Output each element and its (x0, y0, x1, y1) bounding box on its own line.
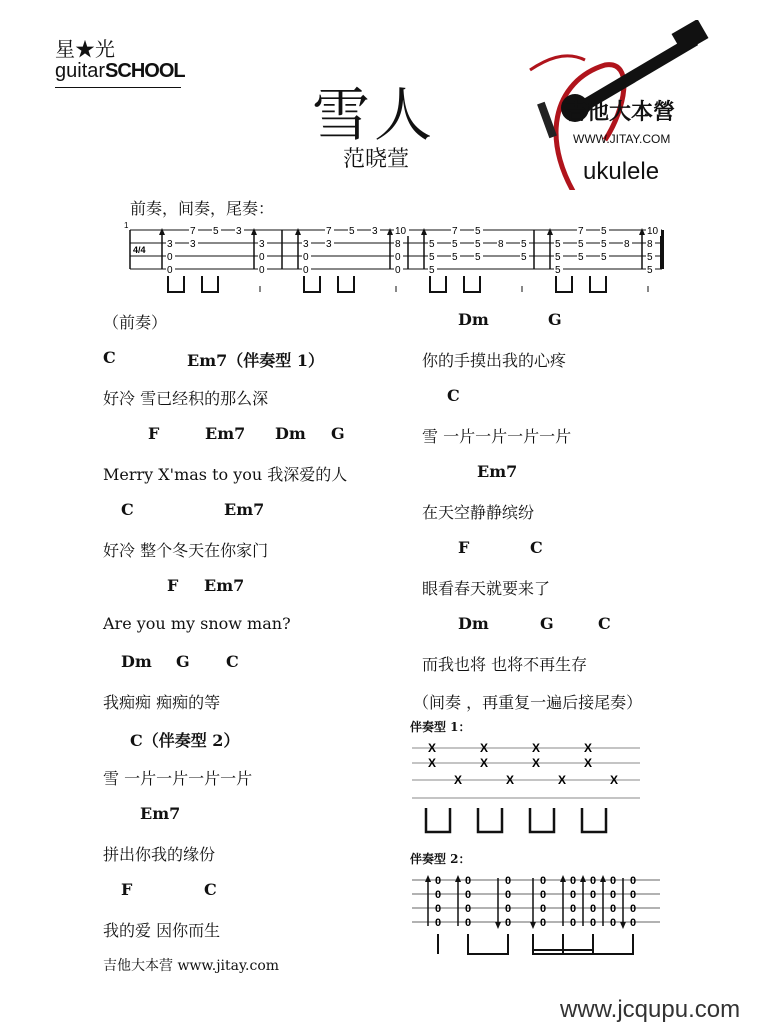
arrow-head (421, 228, 427, 235)
arrow-head (251, 228, 257, 235)
chord-label: F (121, 880, 133, 899)
rhythm-beam (478, 808, 502, 832)
brand-text: 吉他大本營 (565, 99, 676, 125)
chord-label: C (447, 386, 460, 405)
strum-note: 0 (435, 903, 442, 915)
rhythm-beam (533, 934, 633, 954)
tab-note: 10 (647, 226, 659, 237)
instrument-label: ukulele (583, 158, 660, 185)
brand-url: WWW.JITAY.COM (573, 132, 671, 146)
arrow-head (580, 875, 586, 882)
tab-note: 8 (647, 239, 653, 250)
arrow-head (600, 875, 606, 882)
tab-note: 3 (259, 239, 265, 250)
rhythm-beam (430, 276, 446, 292)
tab-note: 5 (213, 226, 219, 237)
tab-note: 7 (452, 226, 458, 237)
tab-note: 3 (167, 239, 173, 250)
rhythm-beam (468, 934, 508, 954)
chord-label: Dm (458, 614, 489, 633)
mute-mark: X (584, 756, 593, 770)
chord-label: Dm (121, 652, 152, 671)
arrow-head (455, 875, 461, 882)
tab-note: 5 (555, 239, 561, 250)
strum-note: 0 (435, 917, 442, 929)
lyric-line: 雪 一片一片一片一片 (103, 769, 253, 788)
chord-label: C (530, 538, 543, 557)
rhythm-beam (202, 276, 218, 292)
tab-note: 8 (624, 239, 630, 250)
strum-note: 0 (590, 917, 597, 929)
tab-note: 3 (372, 226, 378, 237)
chord-label: C (226, 652, 239, 671)
lyric-line: 在天空静静缤纷 (422, 503, 535, 522)
strum-note: 0 (570, 889, 577, 901)
chord-label: Dm (458, 310, 489, 329)
strum-note: 0 (610, 903, 617, 915)
tab-note: 3 (303, 239, 309, 250)
strum-note: 0 (610, 875, 617, 887)
tab-note: 5 (429, 239, 435, 250)
rhythm-beam (582, 808, 606, 832)
lyric-line: 我的爱 因你而生 (103, 921, 221, 940)
mute-mark: X (584, 741, 593, 755)
rhythm-beam (426, 808, 450, 832)
lyric-line: Are you my snow man? (103, 614, 291, 633)
strum-note: 0 (505, 903, 512, 915)
arrow-head (495, 922, 501, 929)
strum-note: 0 (570, 875, 577, 887)
tab-note: 0 (167, 252, 173, 263)
tab-note: 5 (578, 239, 584, 250)
logo-school: SCHOOL (105, 60, 185, 82)
mute-mark: X (610, 773, 619, 787)
tab-note: 5 (475, 226, 481, 237)
arrow-head (295, 228, 301, 235)
tab-note: 5 (601, 226, 607, 237)
rhythm-beam (464, 276, 480, 292)
tab-note: 0 (303, 252, 309, 263)
tab-note: 5 (601, 252, 607, 263)
tab-note: 5 (647, 252, 653, 263)
time-signature: 4/4 (133, 245, 146, 255)
strum-note: 0 (505, 889, 512, 901)
chord-label: Em7（伴奏型 1） (187, 351, 324, 370)
tab-note: 8 (498, 239, 504, 250)
strum-note: 0 (590, 889, 597, 901)
chord-label: F (167, 576, 179, 595)
lyric-line: 我痴痴 痴痴的等 (103, 693, 221, 712)
tab-note: 0 (395, 265, 401, 276)
mute-mark: X (558, 773, 567, 787)
lyric-line: 而我也将 也将不再生存 (422, 655, 588, 674)
strum-note: 0 (630, 917, 637, 929)
strum-pattern-2 (408, 870, 663, 960)
strum-note: 0 (505, 917, 512, 929)
guitar-school-logo (55, 40, 185, 88)
tab-note: 5 (452, 239, 458, 250)
arrow-head (425, 875, 431, 882)
arrow-head (387, 228, 393, 235)
rhythm-beam (338, 276, 354, 292)
rhythm-beam (590, 276, 606, 292)
strum-note: 0 (465, 903, 472, 915)
strum-note: 0 (630, 903, 637, 915)
strum-note: 0 (465, 917, 472, 929)
mute-mark: X (428, 756, 437, 770)
tab-note: 7 (190, 226, 196, 237)
lyric-line: 好冷 整个冬天在你家门 (103, 541, 269, 560)
mute-mark: X (454, 773, 463, 787)
tab-note: 0 (259, 252, 265, 263)
strum-note: 0 (540, 903, 547, 915)
song-artist: 范晓萱 (343, 147, 410, 172)
chord-label: Em7 (204, 576, 245, 595)
tab-note: 5 (601, 239, 607, 250)
chord-label: C (204, 880, 217, 899)
arrow-head (530, 922, 536, 929)
logo-line1: 星★光 (55, 39, 115, 61)
strum-note: 0 (505, 875, 512, 887)
tab-note: 5 (521, 239, 527, 250)
rhythm-beam (556, 276, 572, 292)
footer-credit: 吉他大本营 www.jitay.com (103, 958, 280, 974)
strum-note: 0 (540, 917, 547, 929)
tab-note: 5 (349, 226, 355, 237)
tab-note: 5 (429, 252, 435, 263)
tab-note: 0 (167, 265, 173, 276)
lyric-line: 眼看春天就要来了 (422, 579, 551, 598)
strum-note: 0 (590, 903, 597, 915)
tab-note: 5 (475, 252, 481, 263)
chord-label: C (121, 500, 134, 519)
strum-note: 0 (630, 875, 637, 887)
chord-label: C (103, 348, 116, 367)
rhythm-beam (304, 276, 320, 292)
tab-note: 7 (326, 226, 332, 237)
tab-note: 5 (647, 265, 653, 276)
arrow-head (620, 922, 626, 929)
chord-label: Em7 (205, 424, 246, 443)
chord-label: G (331, 424, 345, 443)
tab-note: 5 (521, 252, 527, 263)
tab-note: 3 (326, 239, 332, 250)
chord-label: F (458, 538, 470, 557)
strum-note: 0 (610, 889, 617, 901)
tab-note: 8 (395, 239, 401, 250)
strum-pattern-1 (408, 738, 643, 838)
chord-label: Em7 (140, 804, 181, 823)
mute-mark: X (480, 741, 489, 755)
chord-label: G (548, 310, 562, 329)
chord-label: C (598, 614, 611, 633)
arrow-head (560, 875, 566, 882)
pattern2-label: 伴奏型 2： (410, 852, 471, 866)
tab-note: 5 (578, 252, 584, 263)
tab-note: 0 (303, 265, 309, 276)
rhythm-beam (530, 808, 554, 832)
tab-note: 0 (395, 252, 401, 263)
tab-note: 3 (236, 226, 242, 237)
tab-note: 5 (555, 252, 561, 263)
lyric-line: 拼出你我的缘份 (103, 845, 216, 864)
rhythm-beam (168, 276, 184, 292)
chord-label: C（伴奏型 2） (130, 731, 240, 750)
arrow-head (547, 228, 553, 235)
strum-note: 0 (570, 903, 577, 915)
tab-note: 0 (259, 265, 265, 276)
strum-note: 0 (435, 875, 442, 887)
strum-note: 0 (590, 875, 597, 887)
lyric-line: （前奏） (103, 313, 168, 332)
lyric-line: （间奏 ，再重复一遍后接尾奏） (413, 693, 643, 712)
mute-mark: X (532, 756, 541, 770)
song-title: 雪人 (312, 81, 437, 149)
mute-mark: X (480, 756, 489, 770)
lyric-line: 你的手摸出我的心疼 (422, 351, 567, 370)
mute-mark: X (506, 773, 515, 787)
mute-mark: X (532, 741, 541, 755)
intro-tablature (124, 220, 669, 300)
arrow-head (639, 228, 645, 235)
strum-note: 0 (570, 917, 577, 929)
chord-label: Em7 (224, 500, 265, 519)
chord-label: G (176, 652, 190, 671)
lyric-line: Merry X'mas to you 我深爱的人 (103, 465, 348, 484)
strum-note: 0 (435, 889, 442, 901)
watermark: www.jcqupu.com (560, 996, 741, 1023)
intro-label: 前奏，间奏，尾奏： (130, 199, 275, 218)
strum-note: 0 (630, 889, 637, 901)
lyric-line: 好冷 雪已经积的那么深 (103, 389, 269, 408)
pattern1-label: 伴奏型 1： (410, 720, 471, 734)
chord-label: G (540, 614, 554, 633)
measure-number: 1 (124, 221, 129, 230)
mute-mark: X (428, 741, 437, 755)
strum-note: 0 (465, 875, 472, 887)
tab-note: 5 (555, 265, 561, 276)
tab-note: 5 (452, 252, 458, 263)
tab-note: 5 (429, 265, 435, 276)
chord-label: F (148, 424, 160, 443)
strum-note: 0 (465, 889, 472, 901)
tab-note: 5 (475, 239, 481, 250)
chord-label: Em7 (477, 462, 518, 481)
strum-note: 0 (540, 875, 547, 887)
lyric-line: 雪 一片一片一片一片 (422, 427, 572, 446)
logo-guitar: guitar (55, 60, 106, 82)
strum-note: 0 (610, 917, 617, 929)
strum-note: 0 (540, 889, 547, 901)
tab-note: 3 (190, 239, 196, 250)
logo-underline (55, 87, 181, 88)
arrow-head (159, 228, 165, 235)
tab-note: 7 (578, 226, 584, 237)
tab-note: 10 (395, 226, 407, 237)
jitay-ukulele-logo (525, 20, 725, 190)
chord-label: Dm (275, 424, 306, 443)
